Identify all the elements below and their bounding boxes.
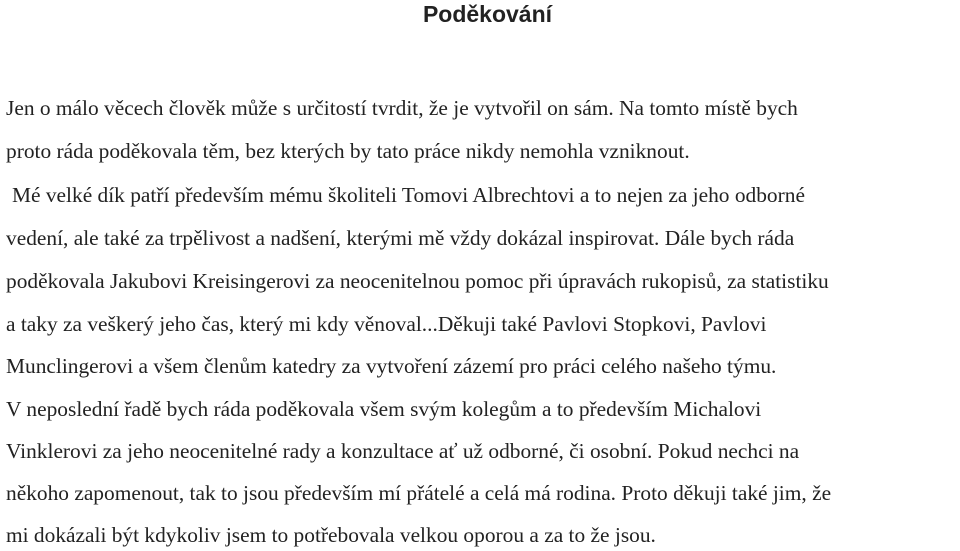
paragraph-line: Vinklerovi za jeho neocenitelné rady a konzultace ať už odborné, či osobní. Pokud nechci na: [6, 439, 800, 463]
paragraph-line: V neposlední řadě bych ráda poděkovala všem svým kolegům a to především Michalovi: [6, 397, 762, 421]
paragraph-line: poděkovala Jakubovi Kreisingerovi za neocenitelnou pomoc při úpravách rukopisů, za statistiku: [6, 269, 829, 293]
paragraph-line: a taky za veškerý jeho čas, který mi kdy věnoval...Děkuji také Pavlovi Stopkovi, Pavlovi: [6, 312, 767, 336]
paragraph-line: Mé velké dík patří především mému školiteli Tomovi Albrechtovi a to nejen za jeho odborné: [12, 183, 805, 207]
paragraph-line: Jen o málo věcech člověk může s určitostí tvrdit, že je vytvořil on sám. Na tomto místě bych: [6, 96, 798, 120]
paragraph-line: někoho zapomenout, tak to jsou především mí přátelé a celá má rodina. Proto děkuji také jim, že: [6, 481, 832, 505]
paragraph-line: mi dokázali být kdykoliv jsem to potřebovala velkou oporou a za to že jsou.: [6, 523, 656, 547]
paragraph-line: vedení, ale také za trpělivost a nadšení, kterými mě vždy dokázal inspirovat. Dále bych ráda: [6, 226, 795, 250]
page-title: Poděkování: [422, 1, 553, 27]
paragraph-line: Munclingerovi a všem členům katedry za vytvoření zázemí pro práci celého našeho týmu.: [6, 354, 777, 378]
paragraph-line: proto ráda poděkovala těm, bez kterých by tato práce nikdy nemohla vzniknout.: [6, 139, 690, 163]
